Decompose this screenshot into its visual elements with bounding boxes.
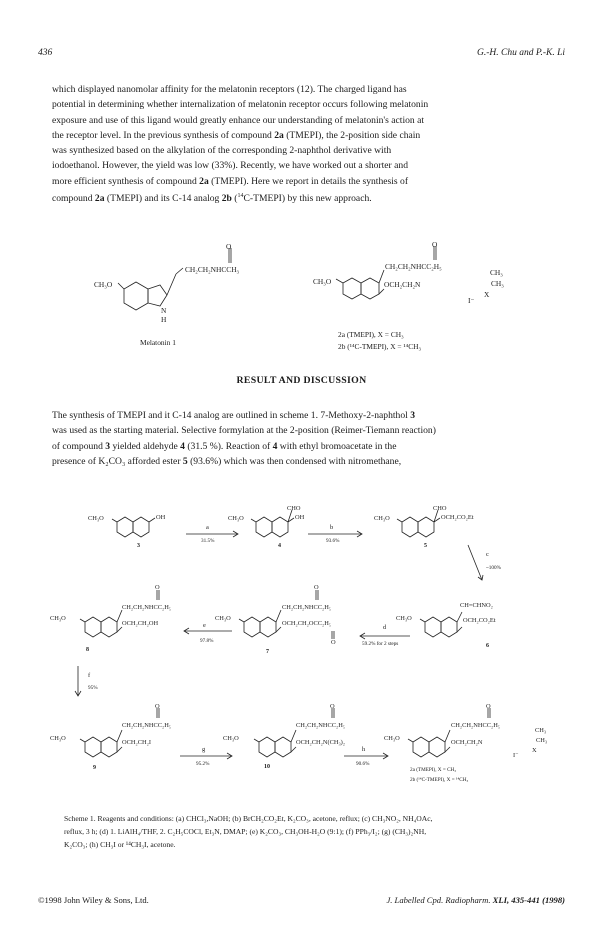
intro-paragraph: which displayed nanomolar affinity for the melatonin receptors (12). The charged ligand has potential in determining whether internalization of melatonin receptor occurs following melatonin exposure and use of this ligand would greatly enhance our understanding of melatonin's action at the receptor level. In the previous synthesis of compound 2a (TMEPI), the 2-position side chain was synthesized based on the alkylation of the corresponding 2-naphthol derivative with iodoethanol. However, the yield was low (33%). Recently, we have worked out a shorter and more efficient synthesis of compound 2a (TMEPI). Here we report in details the synthesis of compound 2a (TMEPI) and its C-14 analog 2b ($^{14}$C-TMEPI) by this new approach. <box>52 84 429 205</box>
tmepi-name-2b: 2b (¹⁴C-TMEPI), X = ¹⁴CH₃ <box>338 342 422 351</box>
melatonin-methoxy: CH₃O <box>94 280 113 289</box>
c7-ester-o: O <box>331 639 336 646</box>
tmepi-ch3-top: CH₃ <box>490 268 503 277</box>
melatonin-side-chain: CH₂CH₂NHCCH₃ <box>185 265 240 274</box>
c3-methoxy: CH₃O <box>88 515 104 522</box>
c4-hydroxyl: OH <box>295 514 305 521</box>
c9-iodide-chain: OCH₂CH₂I <box>122 739 151 746</box>
compound-4-number: 4 <box>278 543 281 549</box>
tmepi-name-2a: 2a (TMEPI), X = CH₃ <box>338 330 404 339</box>
c8-methoxy: CH₃O <box>50 615 66 622</box>
c10-amide-o: O <box>330 703 335 710</box>
results-paragraph: The synthesis of TMEPI and it C-14 analog are outlined in scheme 1. 7-Methoxy-2-naphthol 3 was used as the starting material. Selective formylation at the 2-position (Reimer-Tiemann reaction) of compound 3 yielded aldehyde 4 (31.5 %). Reaction of 4 with ethyl bromoacetate in the presence of K₂CO₃ afforded ester 5 (93.6%) which was then condensed with nitromethane, <box>52 410 436 467</box>
arrow-h-letter: h <box>362 746 366 753</box>
arrow-d-letter: d <box>383 624 387 631</box>
page-number: 436 <box>38 48 53 58</box>
compound-8-number: 8 <box>86 647 89 653</box>
arrow-b-yield: 93.6% <box>326 538 340 544</box>
c2-iodide: I⁻ <box>513 752 519 759</box>
c2-amide-o: O <box>486 703 491 710</box>
arrow-c-yield: ~100% <box>486 565 501 571</box>
c9-amide-o: O <box>155 703 160 710</box>
compound-5-number: 5 <box>424 543 427 549</box>
arrow-a-yield: 31.5% <box>201 538 215 544</box>
arrow-h-yield: 90.6% <box>356 761 370 767</box>
c8-alcohol-chain: OCH₂CH₂OH <box>122 620 159 627</box>
c2-amide-chain: CH₂CH₂NHCC₂H₅ <box>451 722 501 729</box>
c2-name-2b: 2b (¹⁴C-TMEPI), X = ¹⁴CH₃ <box>410 777 469 783</box>
compound-9-number: 9 <box>93 765 96 771</box>
melatonin-name: Melatonin 1 <box>140 338 176 347</box>
c2-ch3-right: CH₃ <box>536 737 548 744</box>
arrow-a-letter: a <box>206 524 209 531</box>
compound-6-number: 6 <box>486 643 489 649</box>
c4-aldehyde: CHO <box>287 505 301 512</box>
c8-amide-o: O <box>155 584 160 591</box>
arrow-e-yield: 97.8% <box>200 638 214 644</box>
arrow-g-letter: g <box>202 746 206 753</box>
c2-x: X <box>532 747 537 754</box>
arrow-e-letter: e <box>203 622 206 629</box>
tmepi-ether-chain: OCH₂CH₂N <box>384 280 421 289</box>
arrow-d-yield: 59.2% for 2 steps <box>362 641 399 647</box>
c6-nitroalkene: CH=CHNO₂ <box>460 602 493 609</box>
compound-3-number: 3 <box>137 543 140 549</box>
arrow-b-letter: b <box>330 524 334 531</box>
c2-name-2a: 2a (TMEPI), X = CH₃ <box>410 767 457 773</box>
c7-amide-chain: CH₂CH₂NHCC₂H₅ <box>282 604 332 611</box>
compound-7-number: 7 <box>266 649 269 655</box>
melatonin-nh-n: N <box>161 306 167 315</box>
scheme-row2-arrows <box>75 628 410 696</box>
c5-methoxy: CH₃O <box>374 515 390 522</box>
c6-methoxy: CH₃O <box>396 615 412 622</box>
c10-amine-chain: OCH₂CH₂N(CH₃)₂ <box>296 739 346 746</box>
c2-ammonium-chain: OCH₂CH₂N <box>451 739 483 746</box>
footer-copyright: ©1998 John Wiley & Sons, Ltd. <box>38 895 149 905</box>
c7-ester-chain: OCH₂CH₂OCC₂H₅ <box>282 620 332 627</box>
arrow-g-yield: 95.2% <box>196 761 210 767</box>
c9-amide-chain: CH₂CH₂NHCC₂H₅ <box>122 722 172 729</box>
c5-ester-chain: OCH₂CO₂Et <box>441 514 474 521</box>
arrow-f-letter: f <box>88 672 91 679</box>
compound-10-number: 10 <box>264 764 270 770</box>
c2-methoxy: CH₃O <box>384 735 400 742</box>
footer-citation: J. Labelled Cpd. Radiopharm. XLI, 435-441 (1998) <box>386 895 565 905</box>
c2-ch3-top: CH₃ <box>535 727 547 734</box>
arrow-c-letter: c <box>486 551 489 558</box>
tmepi-carbonyl-o: O <box>432 240 438 249</box>
tmepi-structure <box>336 246 436 299</box>
c10-methoxy: CH₃O <box>223 735 239 742</box>
c5-aldehyde: CHO <box>433 505 447 512</box>
tmepi-iodide: I⁻ <box>468 296 475 305</box>
melatonin-carbonyl-o: O <box>226 242 232 251</box>
tmepi-ch3-right: CH₃ <box>491 279 504 288</box>
c7-methoxy: CH₃O <box>215 615 231 622</box>
c7-amide-o: O <box>314 584 319 591</box>
arrow-f-yield: 95% <box>88 685 98 691</box>
c4-methoxy: CH₃O <box>228 515 244 522</box>
c6-ester-chain: OCH₂CO₂Et <box>463 617 496 624</box>
scheme-row3-rings <box>80 708 490 757</box>
c10-amide-chain: CH₂CH₂NHCC₂H₅ <box>296 722 346 729</box>
tmepi-methoxy: CH₃O <box>313 277 332 286</box>
section-heading: RESULT AND DISCUSSION <box>236 375 367 386</box>
tmepi-side-chain: CH₂CH₂NHCC₂H₅ <box>385 262 442 271</box>
c3-hydroxyl: OH <box>156 514 166 521</box>
scheme-caption: Scheme 1. Reagents and conditions: (a) CHCl₃,NaOH; (b) BrCH₂CO₂Et, K₂CO₃, acetone, reflux; (c) CH₃NO₂, NH₄OAc, reflux, 3 h; (d) 1. LiAlH₄/THF, 2. C₂H₅COCl, Et₃N, DMAP; (e) K₂CO₃, CH₃OH-H₂O (9:1); (f) PPh₃/I₂; (g) (CH₃)₂NH, K₂CO₃; (h) CH₃I or ¹⁴CH₃I, acetone. <box>64 814 433 849</box>
c8-amide-chain: CH₂CH₂NHCC₂H₅ <box>122 604 172 611</box>
c9-methoxy: CH₃O <box>50 735 66 742</box>
running-head-authors: G.-H. Chu and P.-K. Li <box>477 48 565 58</box>
melatonin-structure <box>118 248 231 310</box>
tmepi-x: X <box>484 290 490 299</box>
melatonin-nh-h: H <box>161 315 167 324</box>
